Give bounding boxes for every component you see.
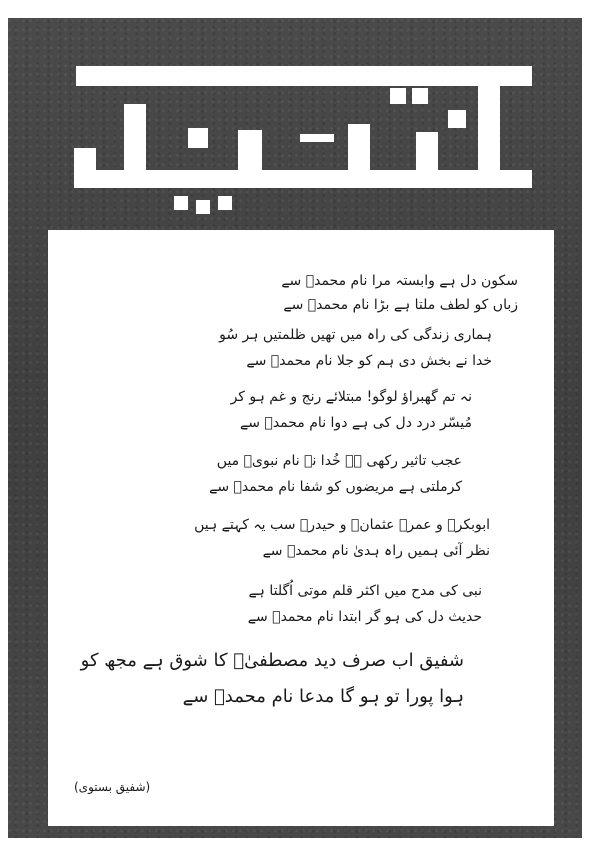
- verse-line: نظر آئی ہمیں راہ ہدیٰ نام محمدؐ سے: [262, 543, 490, 559]
- poet-name: (شفیق بستوی): [74, 780, 151, 794]
- verse-line: نبی کی مدح میں اکثر قلم موتی اُگلتا ہے: [248, 583, 482, 599]
- verse-line: ہوا پورا تو ہو گا مدعا نام محمدؐ سے: [182, 686, 464, 707]
- poem-panel: [48, 230, 554, 826]
- verse-line: خدا نے بخش دی ہم کو جلا نام محمدؐ سے: [246, 353, 492, 369]
- verse-line: زباں کو لطف ملتا ہے بڑا نام محمدؐ سے: [283, 297, 518, 313]
- verse-line: مُیسّر درد دل کی ہے دوا نام محمدؐ سے: [240, 415, 472, 431]
- title-calligraphy: [8, 18, 582, 228]
- verse-line: ہماری زندگی کی راہ میں تھیں ظلمتیں ہر سُو: [219, 327, 492, 343]
- verse-line: شفیق اب صرف دید مصطفیٰؐ کا شوق ہے مجھ کو: [80, 650, 464, 671]
- verse-line: ابوبکرؓ و عمرؓ عثمانؓ و حیدرؓ سب یہ کہتے ہیں: [194, 517, 490, 533]
- verse-line: سکون دل ہے وابستہ مرا نام محمدؐ سے: [281, 273, 518, 289]
- verse-line: نہ تم گھبراؤ لوگو! مبتلائے رنج و غم ہو کر: [230, 389, 472, 405]
- dark-frame: [8, 18, 582, 838]
- verse-line: حدیث دل کی ہو گر ابتدا نام محمدؐ سے: [247, 609, 482, 625]
- verse-line: عجب تاثیر رکھی ہے خُدا نے نام نبویؐ میں: [216, 453, 462, 469]
- verse-line: کرملتی ہے مریضوں کو شفا نام محمدؐ سے: [209, 479, 462, 495]
